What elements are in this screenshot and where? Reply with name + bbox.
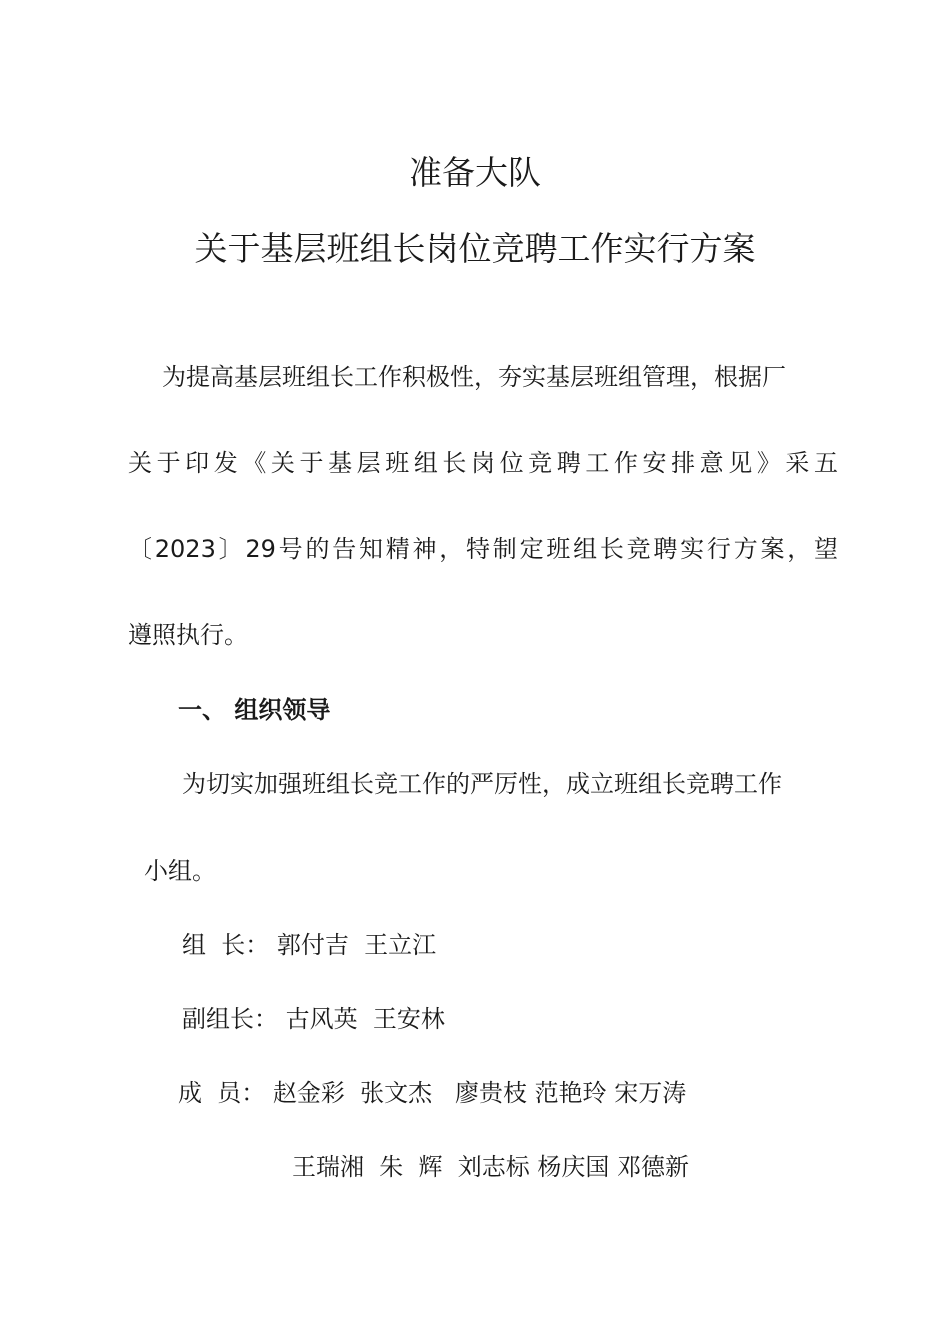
intro-line-1: 为提高基层班组长工作积极性，夯实基层班组管理，根据厂	[162, 363, 786, 391]
intro-line-3: 〔2023〕29号的告知精神，特制定班组长竞聘实行方案，望	[128, 535, 838, 563]
members-row-1: 成 员： 赵金彩 张文杰 廖贵枝 范艳玲 宋万涛	[178, 1079, 687, 1107]
section-paragraph-line-1: 为切实加强班组长竞工作的严厉性，成立班组长竞聘工作	[182, 770, 782, 798]
group-leader-row: 组 长： 郭付吉 王立江	[182, 931, 437, 959]
intro-line-2: 关于印发《关于基层班组长岗位竞聘工作安排意见》采五	[128, 449, 838, 477]
members-row-2: 王瑞湘 朱 辉 刘志标 杨庆国 邓德新	[292, 1153, 690, 1181]
deputy-leader-row: 副组长： 古风英 王安林	[182, 1005, 445, 1033]
document-title: 关于基层班组长岗位竞聘工作实行方案	[194, 229, 756, 268]
intro-line-4: 遵照执行。	[128, 621, 248, 649]
section-heading-organization: 一、 组织领导	[178, 696, 331, 724]
document-title-unit: 准备大队	[409, 153, 541, 192]
section-paragraph-line-2: 小组。	[144, 857, 216, 885]
